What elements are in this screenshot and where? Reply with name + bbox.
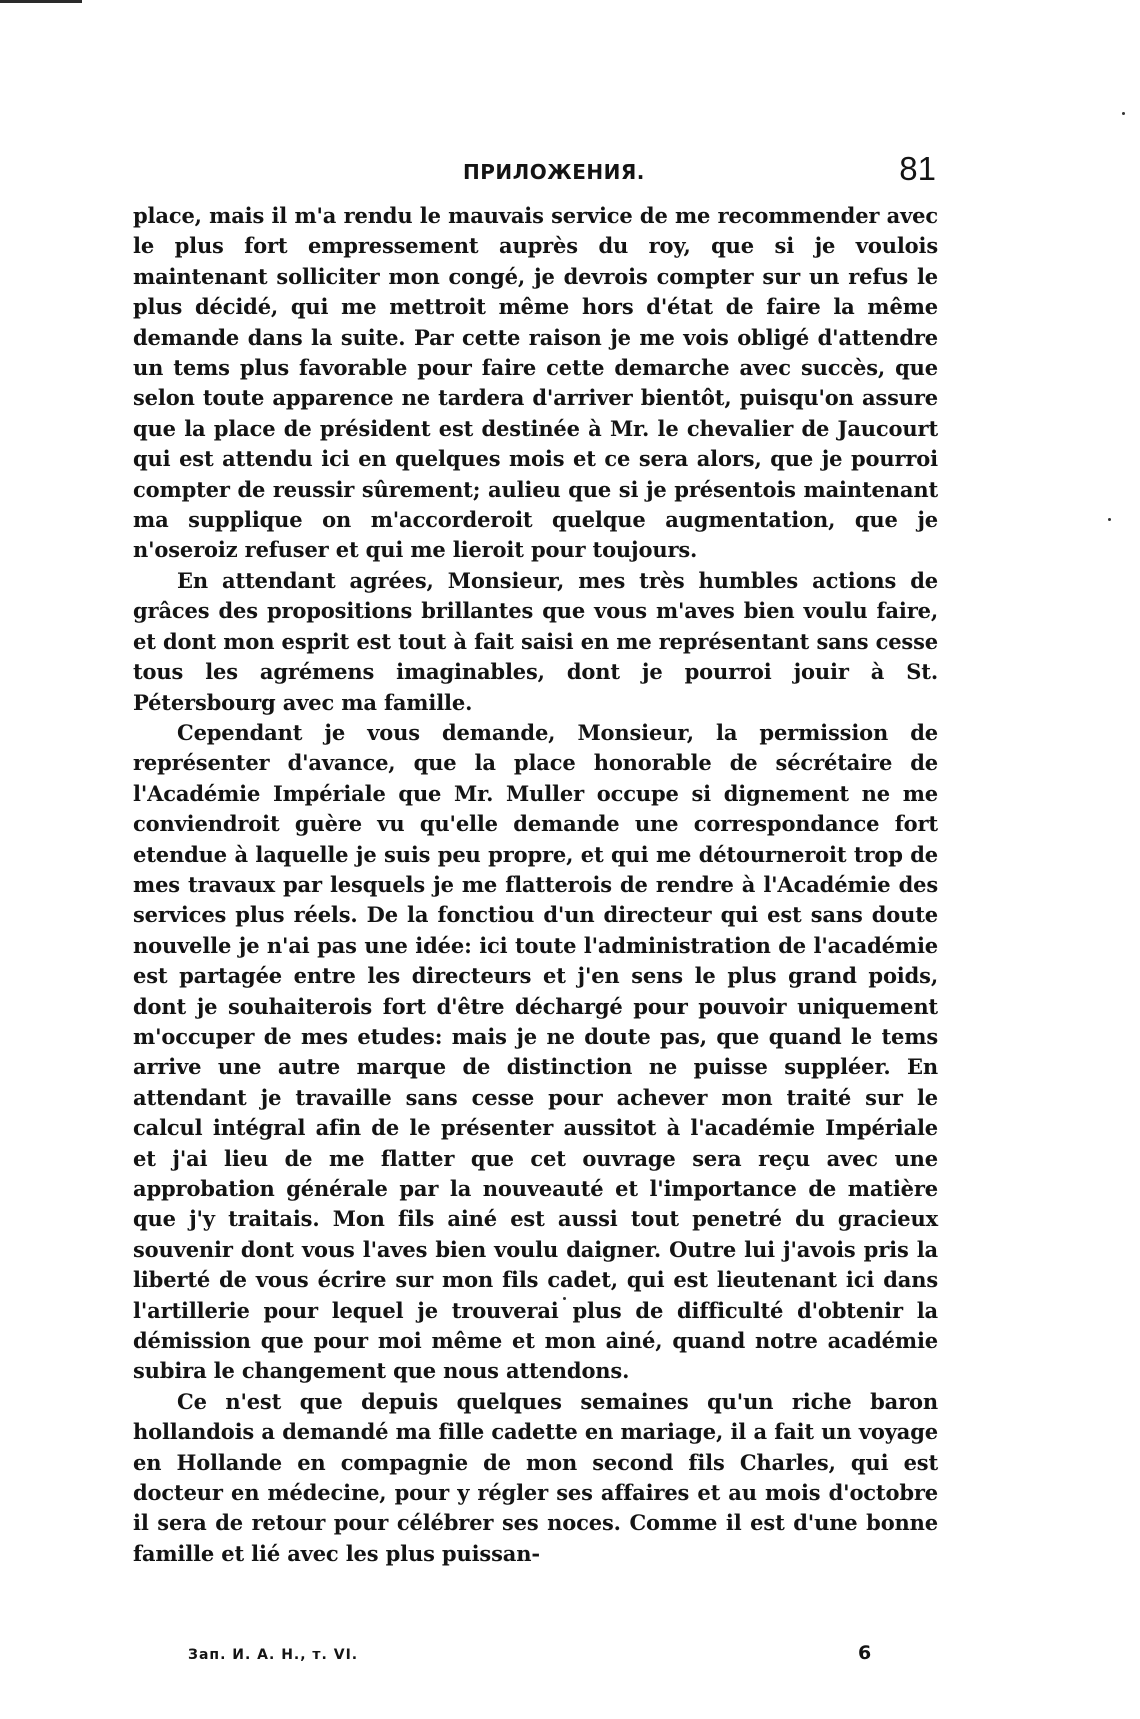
top-rule (0, 0, 82, 3)
paragraph: Ce n'est que depuis quelques semaines qu'un riche baron hollandois a demandé ma fille cadette en mariage, il a fait un voyage en Hollande en compagnie de mon second fils Charles, qui est docteur en médecine, pour y régler ses affaires et au mois d'octobre il sera de retour pour célébrer ses noces. Comme il est d'une bonne famille et lié avec les plus puissan- (133, 1388, 938, 1566)
body-text (133, 201, 938, 1569)
footer-signature: Зап. И. А. Н., т. VI. (188, 1647, 359, 1663)
running-head: ПРИЛОЖЕНИЯ. (463, 160, 645, 184)
paragraph: Cependant je vous demande, Monsieur, la permission de représenter d'avance, que la place honorable de sécrétaire de l'Académie Impériale que Mr. Muller occupe si dignement ne me conviendroit guère vu qu'elle demande une correspondance fort etendue à laquelle je suis peu propre, et qui me détourneroit trop de mes travaux par lesquels je me flatterois de rendre à l'Académie des services plus réels. De la fonctiou d'un directeur qui est sans doute nouvelle je n'ai pas une idée: ici toute l'administration de l'académie est partagée entre les directeurs et j'en sens le plus grand poids, dont je souhaiterois fort d'être déchargé pour pouvoir uniquement m'occuper de mes etudes: mais je ne doute pas, que quand le tems arrive une autre marque de distinction ne puisse suppléer. En attendant je travaille sans cesse pour achever mon traité sur le calcul intégral afin de le présenter aussitot à l'académie Impériale et j'ai lieu de me flatter que cet ouvrage sera reçu avec une approbation générale par la nouveauté et l'importance de matière que j'y traitais. Mon fils ainé est aussi tout penetré du gracieux souvenir dont vous l'aves bien voulu daigner. Outre lui j'avois pris la liberté de vous écrire sur mon fils cadet, qui est lieutenant ici dans l'artillerie pour lequel je trouverai plus de difficulté d'obtenir la démission que pour moi même et mon ainé, quand notre académie subira le changement que nous attendons. (133, 719, 938, 1384)
page-header (133, 150, 938, 192)
page-footer (133, 1642, 938, 1672)
paragraph: En attendant agrées, Monsieur, mes très humbles actions de grâces des propositions brillantes que vous m'aves bien voulu faire, et dont mon esprit est tout à fait saisi en me représentant sans cesse tous les agrémens imaginables, dont je pourroi jouir à St. Pétersbourg avec ma famille. (133, 567, 938, 715)
scan-mark (1122, 112, 1125, 115)
scan-mark (1108, 518, 1111, 521)
paragraph: place, mais il m'a rendu le mauvais service de me recommender avec le plus fort empressement auprès du roy, que si je voulois maintenant solliciter mon congé, je devrois compter sur un refus le plus décidé, qui me mettroit même hors d'état de faire la même demande dans la suite. Par cette raison je me vois obligé d'attendre un tems plus favorable pour faire cette demarche avec succès, que selon toute apparence ne tardera d'arriver bientôt, puisqu'on assure que la place de président est destinée à Mr. le chevalier de Jaucourt qui est attendu ici en quelques mois et ce sera alors, que je pourroi compter de reussir sûrement; aulieu que si je présentois maintenant ma supplique on m'accorderoit quelque augmentation, que je n'oseroiz refuser et qui me lieroit pour toujours. (133, 203, 938, 563)
page-number: 81 (899, 150, 936, 187)
sheet-number: 6 (858, 1642, 872, 1664)
